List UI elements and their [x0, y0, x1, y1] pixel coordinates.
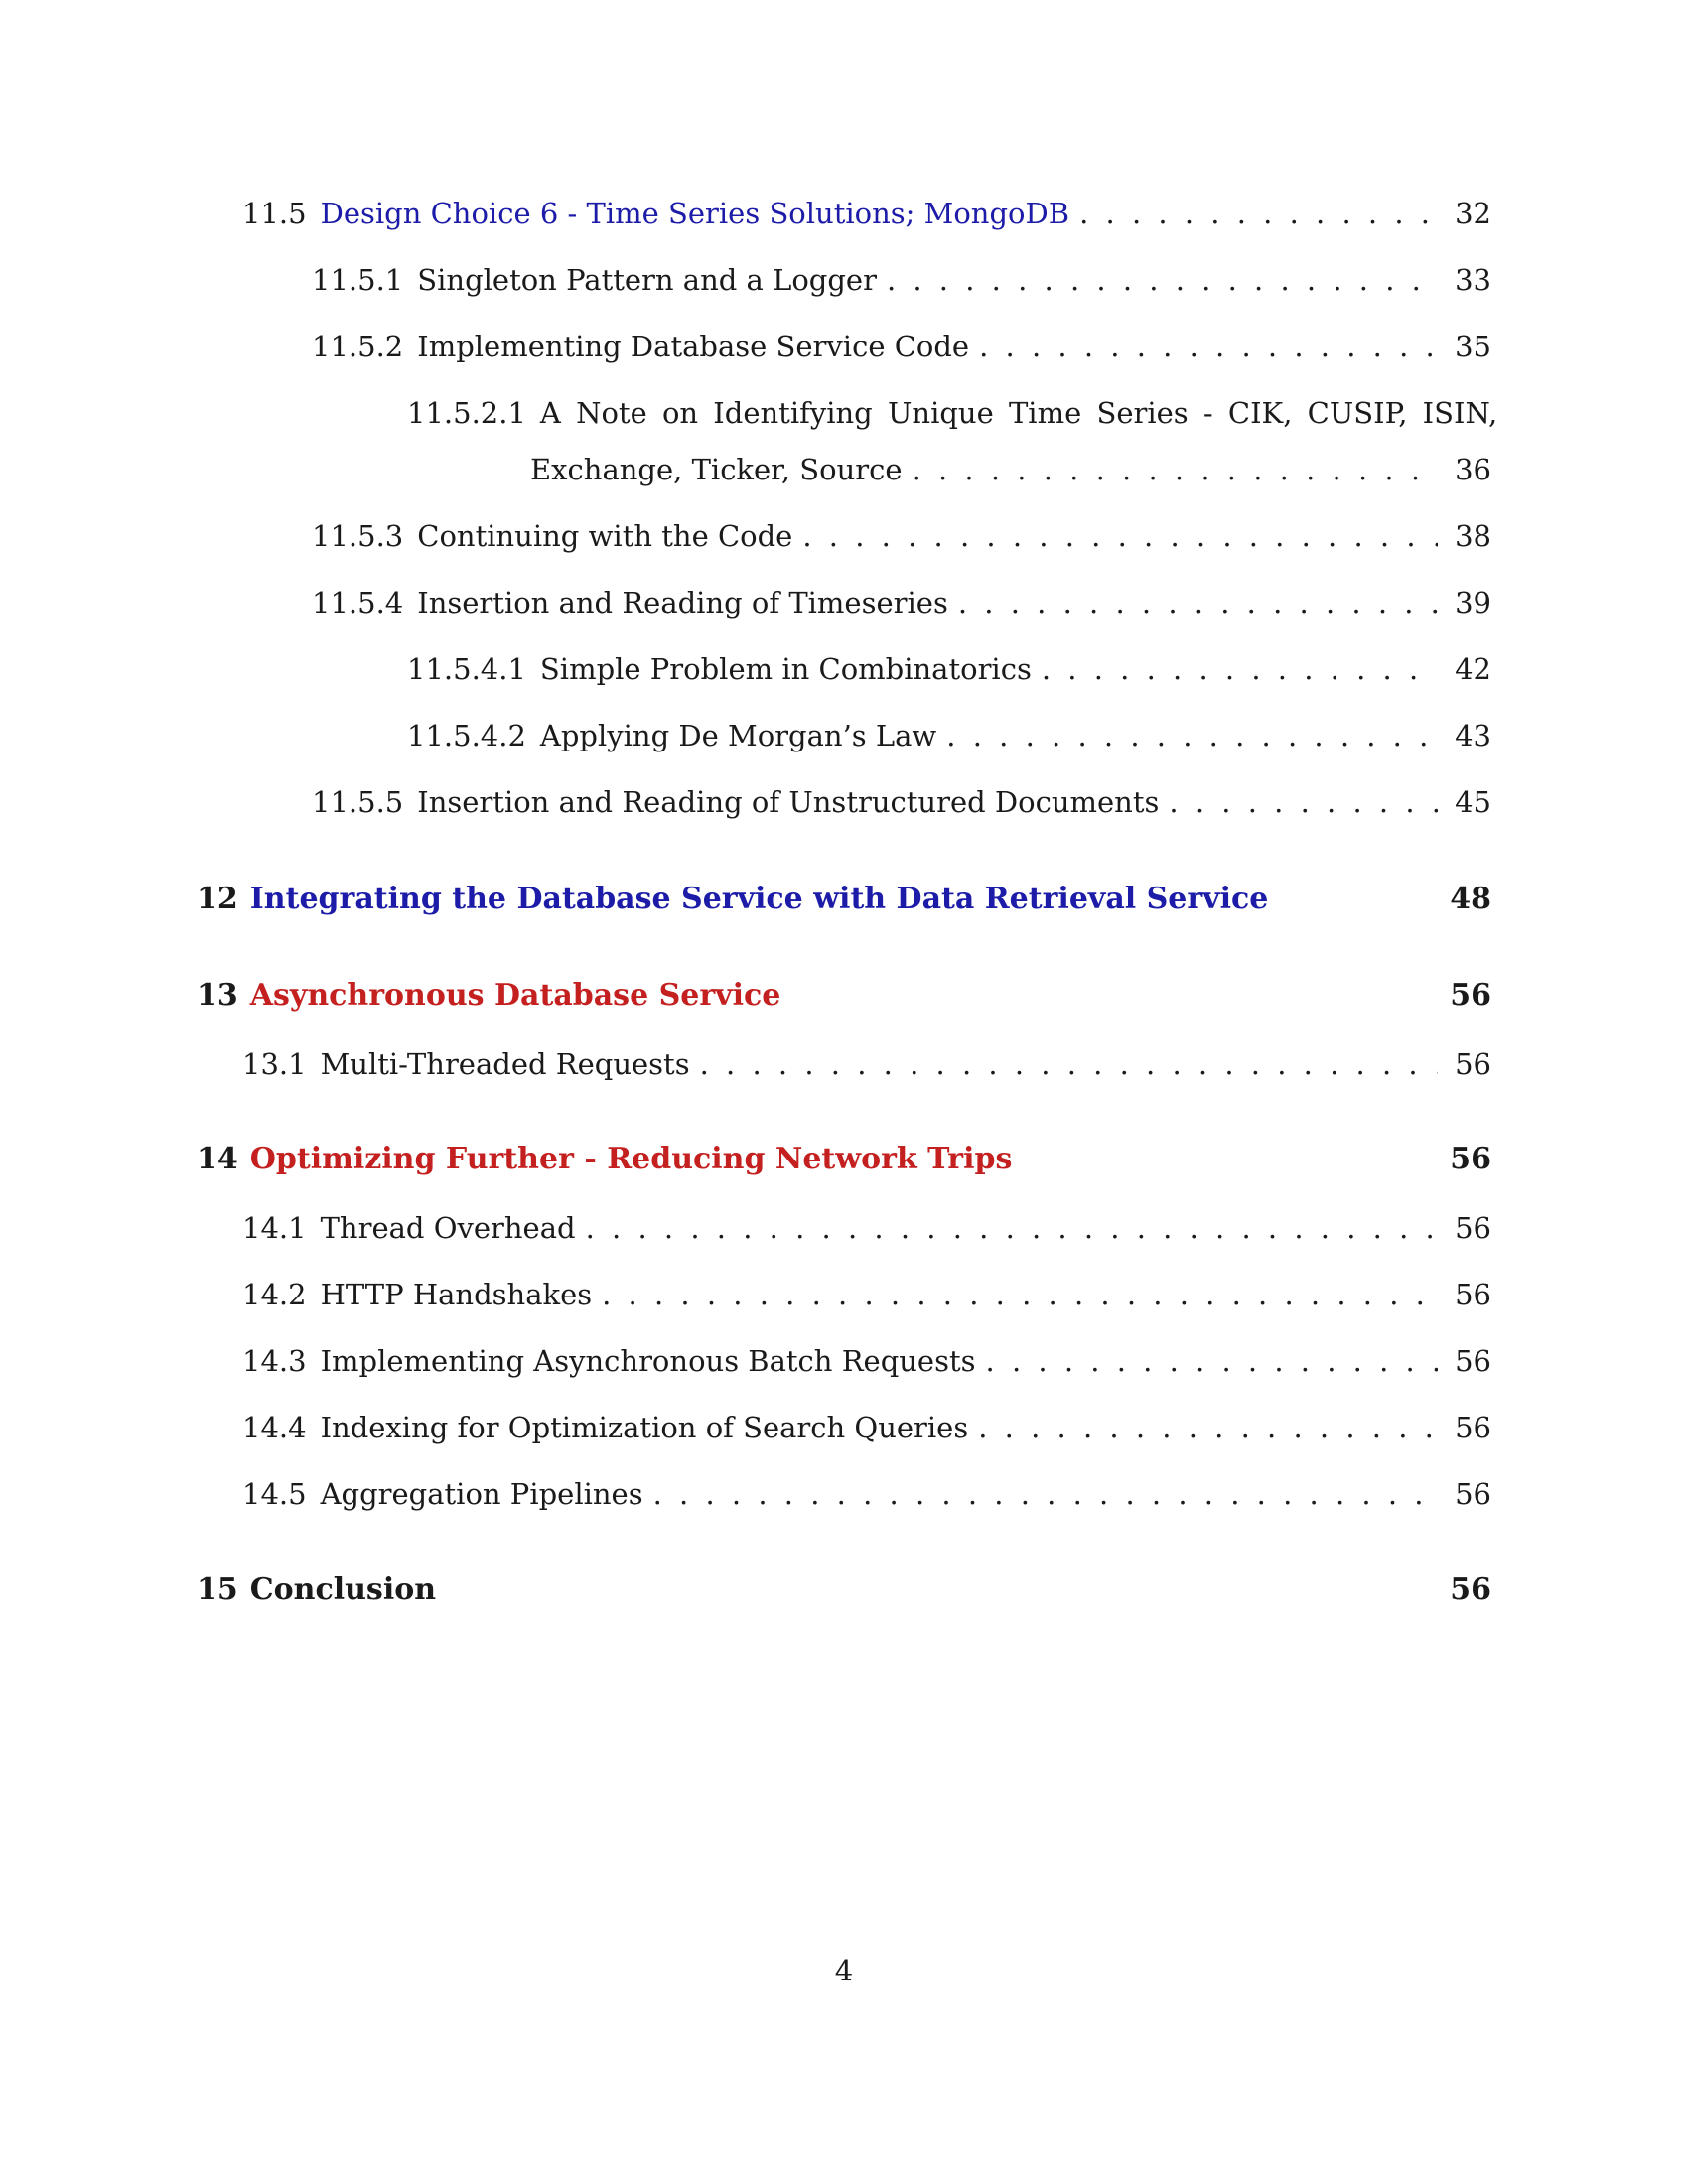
toc-link[interactable]: A Note on Identifying Unique Time Series - CIK, CUSIP, ISIN, — [539, 396, 1498, 430]
toc-link[interactable]: Integrating the Database Service with Data Retrieval Service — [249, 882, 1269, 916]
toc-entry-11-5[interactable] — [242, 197, 1491, 230]
toc-link[interactable]: Simple Problem in Combinatorics — [539, 652, 1032, 686]
toc-leader-dots — [802, 519, 1438, 553]
toc-entry-11-5-2-1-line1[interactable] — [407, 396, 1498, 430]
toc-number: 11.5.1 — [312, 263, 404, 297]
toc-link[interactable]: Exchange, Ticker, Source — [530, 453, 903, 486]
toc-entry-11-5-2-1-line2[interactable] — [530, 453, 1491, 486]
toc-entry-11-5-4-2[interactable] — [407, 719, 1491, 752]
toc-link[interactable]: Implementing Asynchronous Batch Requests — [320, 1344, 976, 1378]
toc-page-number: 56 — [1450, 1572, 1491, 1607]
toc-entry-14-3[interactable] — [242, 1344, 1491, 1378]
toc-page-number: 39 — [1455, 586, 1491, 619]
toc-page-number: 45 — [1455, 785, 1491, 819]
toc-link[interactable]: HTTP Handshakes — [320, 1278, 593, 1311]
toc-entry-14-5[interactable] — [242, 1477, 1491, 1511]
toc-leader-dots — [986, 1344, 1438, 1378]
toc-page-number: 38 — [1455, 519, 1491, 553]
toc-number: 12 — [197, 882, 238, 916]
toc-number: 11.5.5 — [312, 785, 404, 819]
toc-entry-11-5-5[interactable] — [312, 785, 1491, 819]
toc-entry-11-5-4-1[interactable] — [407, 652, 1491, 686]
toc-chapter-15[interactable] — [197, 1572, 1491, 1607]
toc-number: 11.5.4.2 — [407, 719, 526, 752]
toc-link[interactable]: Design Choice 6 - Time Series Solutions; MongoDB — [320, 197, 1070, 230]
toc-link[interactable]: Conclusion — [249, 1572, 437, 1607]
toc-number: 14.5 — [242, 1477, 307, 1511]
toc-number: 11.5.4 — [312, 586, 404, 619]
toc-leader-dots — [586, 1211, 1438, 1245]
toc-entry-14-2[interactable] — [242, 1278, 1491, 1311]
toc-link[interactable]: Implementing Database Service Code — [417, 330, 970, 363]
toc-entry-14-1[interactable] — [242, 1211, 1491, 1245]
toc-leader-dots — [958, 586, 1438, 619]
toc-entry-11-5-1[interactable] — [312, 263, 1491, 297]
toc-entry-14-4[interactable] — [242, 1411, 1491, 1444]
toc-leader-dots — [1042, 652, 1438, 686]
toc-link[interactable]: Continuing with the Code — [417, 519, 793, 553]
toc-leader-dots — [946, 719, 1438, 752]
toc-page-number: 56 — [1455, 1344, 1491, 1378]
toc-number: 14 — [197, 1142, 238, 1176]
toc-leader-dots — [700, 1047, 1438, 1081]
toc-link[interactable]: Insertion and Reading of Unstructured Documents — [417, 785, 1160, 819]
toc-link[interactable]: Thread Overhead — [320, 1211, 576, 1245]
toc-page-number: 56 — [1455, 1047, 1491, 1081]
toc-number: 11.5.2.1 — [407, 396, 526, 430]
toc-link[interactable]: Applying De Morgan’s Law — [539, 719, 937, 752]
toc-link[interactable]: Optimizing Further - Reducing Network Trips — [249, 1142, 1013, 1176]
page-number-footer: 4 — [834, 1954, 854, 1987]
toc-page-number: 56 — [1455, 1278, 1491, 1311]
toc-link[interactable]: Insertion and Reading of Timeseries — [417, 586, 948, 619]
toc-number: 11.5 — [242, 197, 307, 230]
toc-page-number: 56 — [1455, 1477, 1491, 1511]
toc-leader-dots — [978, 1411, 1438, 1444]
toc-leader-dots — [653, 1477, 1438, 1511]
toc-leader-dots — [913, 453, 1438, 486]
toc-page-number: 43 — [1455, 719, 1491, 752]
toc-number: 14.2 — [242, 1278, 307, 1311]
toc-link[interactable]: Asynchronous Database Service — [249, 978, 781, 1013]
toc-page-number: 32 — [1455, 197, 1491, 230]
toc-page-number: 56 — [1455, 1411, 1491, 1444]
toc-page-number: 56 — [1450, 1142, 1491, 1176]
toc-page-number: 56 — [1455, 1211, 1491, 1245]
toc-number: 13.1 — [242, 1047, 307, 1081]
toc-link[interactable]: Indexing for Optimization of Search Queries — [320, 1411, 969, 1444]
toc-number: 14.1 — [242, 1211, 307, 1245]
toc-number: 14.4 — [242, 1411, 307, 1444]
toc-number: 11.5.2 — [312, 330, 404, 363]
toc-leader-dots — [887, 263, 1438, 297]
toc-chapter-13[interactable] — [197, 978, 1491, 1013]
toc-page-number: 35 — [1455, 330, 1491, 363]
toc-leader-dots — [1079, 197, 1438, 230]
toc-page-number: 42 — [1455, 652, 1491, 686]
toc-page-number: 33 — [1455, 263, 1491, 297]
toc-number: 13 — [197, 978, 238, 1013]
toc-page-number: 48 — [1450, 882, 1491, 916]
toc-number: 14.3 — [242, 1344, 307, 1378]
toc-page-number: 36 — [1455, 453, 1491, 486]
toc-link[interactable]: Multi-Threaded Requests — [320, 1047, 690, 1081]
toc-link[interactable]: Aggregation Pipelines — [320, 1477, 643, 1511]
toc-link[interactable]: Singleton Pattern and a Logger — [417, 263, 877, 297]
toc-leader-dots — [979, 330, 1438, 363]
toc-entry-11-5-3[interactable] — [312, 519, 1491, 553]
toc-chapter-14[interactable] — [197, 1142, 1491, 1176]
toc-chapter-12[interactable] — [197, 882, 1491, 916]
toc-leader-dots — [602, 1278, 1438, 1311]
toc-entry-11-5-4[interactable] — [312, 586, 1491, 619]
toc-number: 11.5.4.1 — [407, 652, 526, 686]
toc-leader-dots — [1169, 785, 1438, 819]
toc-entry-13-1[interactable] — [242, 1047, 1491, 1081]
toc-entry-11-5-2[interactable] — [312, 330, 1491, 363]
toc-number: 11.5.3 — [312, 519, 404, 553]
toc-page-number: 56 — [1450, 978, 1491, 1013]
toc-number: 15 — [197, 1572, 238, 1607]
